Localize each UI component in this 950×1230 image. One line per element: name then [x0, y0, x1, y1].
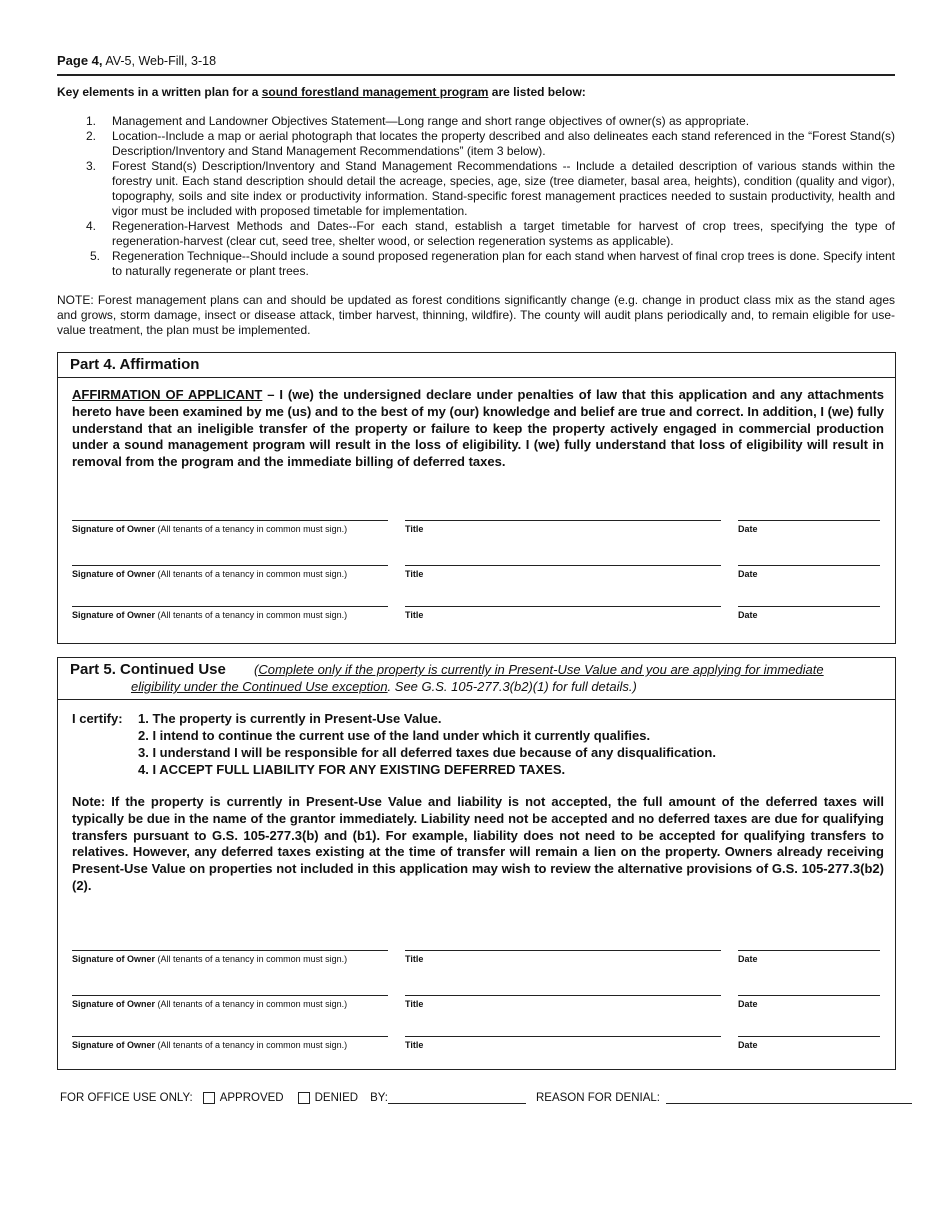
- list-text: Location--Include a map or aerial photograph that locates the property described and also delineates each stand referenced in the “Forest Stand(s) Description/Inventory and Stand Management Recommendations” (item 3 below).: [112, 129, 895, 158]
- date-label: Date: [738, 1040, 758, 1050]
- owner-signature-note: (All tenants of a tenancy in common must sign.): [155, 954, 348, 964]
- signature-row: [72, 565, 880, 585]
- signature-row: [72, 950, 880, 970]
- forest-plan-note: NOTE: Forest management plans can and should be updated as forest conditions significantly change (e.g. change in product class mix as the stand ages and grows, storm damage, insect or disease attack, timber harvest, thinning, wildfire). The county will audit plans periodically and, to remain eligible for use-value treatment, the plan must be implemented.: [57, 293, 895, 337]
- owner-signature-note: (All tenants of a tenancy in common must sign.): [155, 1040, 348, 1050]
- list-item: [57, 114, 895, 129]
- title-label: Title: [405, 999, 424, 1009]
- affirmation-text: [72, 387, 884, 471]
- certify-item: 4. I ACCEPT FULL LIABILITY FOR ANY EXISTING DEFERRED TAXES.: [138, 762, 566, 777]
- by-label: BY:: [370, 1092, 388, 1104]
- date-field[interactable]: [738, 995, 880, 1009]
- certify-list: [72, 710, 716, 778]
- intro-heading: [57, 85, 586, 99]
- owner-signature-label: Signature of Owner: [72, 954, 156, 964]
- intro-underlined: sound forestland management program: [261, 85, 489, 99]
- owner-signature-label: Signature of Owner: [72, 610, 156, 620]
- affirmation-label: AFFIRMATION OF APPLICANT: [72, 387, 263, 402]
- owner-signature-field[interactable]: [72, 950, 388, 964]
- certify-item: 1. The property is currently in Present-Use Value.: [138, 711, 442, 726]
- owner-signature-field[interactable]: [72, 520, 388, 534]
- owner-signature-label: Signature of Owner: [72, 569, 156, 579]
- certify-item: 3. I understand I will be responsible for all deferred taxes due because of any disqualification.: [138, 745, 716, 760]
- title-field[interactable]: [405, 565, 721, 579]
- list-number: 5.: [90, 249, 101, 263]
- owner-signature-note: (All tenants of a tenancy in common must sign.): [155, 999, 348, 1009]
- title-label: Title: [405, 1040, 424, 1050]
- owner-signature-label: Signature of Owner: [72, 1040, 156, 1050]
- owner-signature-label: Signature of Owner: [72, 524, 156, 534]
- date-field[interactable]: [738, 950, 880, 964]
- part5-instruction-underlined: eligibility under the Continued Use exception: [131, 679, 388, 694]
- owner-signature-field[interactable]: [72, 995, 388, 1009]
- intro-prefix: Key elements in a written plan for a: [57, 85, 262, 99]
- title-field[interactable]: [405, 950, 721, 964]
- page-header: [57, 53, 216, 68]
- approved-label: APPROVED: [219, 1092, 284, 1104]
- signature-row: [72, 520, 880, 540]
- list-number: 2.: [86, 129, 97, 143]
- approved-checkbox[interactable]: [203, 1092, 215, 1104]
- certify-item: 2. I intend to continue the current use of the land under which it currently qualifies.: [138, 728, 651, 743]
- part4-affirmation-section: [57, 352, 896, 644]
- owner-signature-field[interactable]: [72, 606, 388, 620]
- part5-instruction-line1: (Complete only if the property is currently in Present-Use Value and you are applying for immediate: [254, 662, 824, 677]
- reason-label: REASON FOR DENIAL:: [535, 1092, 660, 1104]
- date-field[interactable]: [738, 565, 880, 579]
- page-number: Page 4,: [57, 53, 103, 68]
- owner-signature-label: Signature of Owner: [72, 999, 156, 1009]
- date-label: Date: [738, 610, 758, 620]
- list-item: [57, 159, 895, 219]
- owner-signature-field[interactable]: [72, 1036, 388, 1050]
- signature-row: [72, 1036, 880, 1056]
- reason-field[interactable]: [666, 1092, 912, 1104]
- form-id: AV-5, Web-Fill, 3-18: [105, 54, 217, 68]
- date-label: Date: [738, 999, 758, 1009]
- title-field[interactable]: [405, 995, 721, 1009]
- list-item: [57, 129, 895, 159]
- date-label: Date: [738, 524, 758, 534]
- signature-row: [72, 995, 880, 1015]
- owner-signature-note: (All tenants of a tenancy in common must sign.): [155, 610, 348, 620]
- list-number: 4.: [86, 219, 97, 233]
- office-use-label: FOR OFFICE USE ONLY:: [60, 1092, 193, 1104]
- date-label: Date: [738, 954, 758, 964]
- title-label: Title: [405, 524, 424, 534]
- key-elements-list: [57, 114, 895, 279]
- date-field[interactable]: [738, 1036, 880, 1050]
- title-label: Title: [405, 954, 424, 964]
- title-field[interactable]: [405, 520, 721, 534]
- part5-title: Part 5. Continued Use: [70, 661, 226, 678]
- header-rule: [57, 74, 895, 76]
- part5-continued-use-section: [57, 657, 896, 1070]
- part5-header: [58, 658, 895, 700]
- list-text: Regeneration Technique--Should include a sound proposed regeneration plan for each stand when harvest of final crop trees is done. Specify intent to naturally regenerate or plant trees.: [112, 249, 895, 278]
- part5-instruction-reference: . See G.S. 105-277.3(b2)(1) for full details.): [387, 679, 637, 694]
- owner-signature-note: (All tenants of a tenancy in common must sign.): [155, 569, 348, 579]
- denied-checkbox[interactable]: [298, 1092, 310, 1104]
- owner-signature-field[interactable]: [72, 565, 388, 579]
- part4-title: Part 4. Affirmation: [58, 353, 895, 378]
- list-text: Regeneration-Harvest Methods and Dates--For each stand, establish a target timetable for harvest of crop trees, specifying the type of regeneration-harvest (clear cut, seed tree, shelter wood, or selection regeneration systems as applicable).: [112, 219, 895, 248]
- signature-row: [72, 606, 880, 626]
- date-field[interactable]: [738, 606, 880, 620]
- title-label: Title: [405, 569, 424, 579]
- deferred-taxes-note: Note: If the property is currently in Present-Use Value and liability is not accepted, the full amount of the deferred taxes will typically be due in the name of the grantor immediately. Liability need not be accepted and no deferred taxes are due for qualifying transfers pursuant to G.S. 105-277.3(b) and (b1). For example, liability does not need to be accepted for qualifying transfers to relatives. However, any deferred taxes existing at the time of transfer will remain a lien on the property. Owners already receiving Present-Use Value on properties not included in this application may wish to review the alternative provisions of G.S. 105-277.3(b2)(2).: [72, 794, 884, 893]
- owner-signature-note: (All tenants of a tenancy in common must sign.): [155, 524, 348, 534]
- list-item: [57, 219, 895, 249]
- by-field[interactable]: [388, 1092, 526, 1104]
- denied-label: DENIED: [314, 1092, 359, 1104]
- affirmation-body: – I (we) the undersigned declare under penalties of law that this application and any attachments hereto have been examined by me (us) and to the best of my (our) knowledge and belief are true and correct. In addition, I (we) fully understand that an ineligible transfer of the property or failure to keep the property actively engaged in commercial production under a sound management program will result in the loss of eligibility. I (we) fully understand that loss of eligibility will result in removal from the program and the immediate billing of deferred taxes.: [72, 387, 884, 470]
- date-field[interactable]: [738, 520, 880, 534]
- office-use-row: [60, 1092, 912, 1104]
- part5-instruction-line2: [131, 679, 637, 694]
- list-item: [57, 249, 895, 279]
- list-number: 1.: [86, 114, 97, 128]
- intro-suffix: are listed below:: [488, 85, 586, 99]
- date-label: Date: [738, 569, 758, 579]
- title-label: Title: [405, 610, 424, 620]
- title-field[interactable]: [405, 606, 721, 620]
- list-text: Forest Stand(s) Description/Inventory and Stand Management Recommendations -- Include a detailed description of various stands within the forestry unit. Each stand description should detail the acreage, species, age, size (tree diameter, basal area, heights), condition (quality and vigor), topography, soils and site index or productivity information. Stand-specific forest management practices needed to sustain productivity, health and vigor must be included with proposed timetable for implementation.: [112, 159, 895, 218]
- certify-label: I certify:: [72, 711, 123, 726]
- list-text: Management and Landowner Objectives Statement—Long range and short range objectives of owner(s) as appropriate.: [112, 114, 750, 128]
- title-field[interactable]: [405, 1036, 721, 1050]
- list-number: 3.: [86, 159, 97, 173]
